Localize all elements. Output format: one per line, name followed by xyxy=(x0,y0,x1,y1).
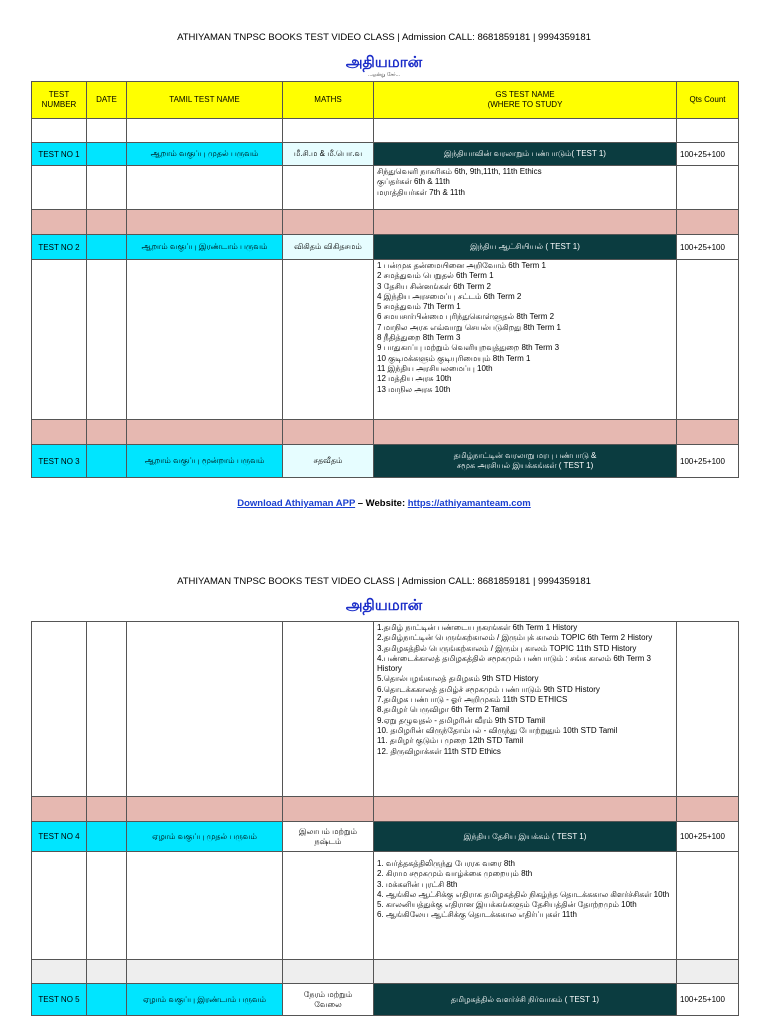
col-gs: GS TEST NAME (WHERE TO STUDY xyxy=(374,82,677,119)
separator-row xyxy=(32,420,739,445)
schedule-table-page-2 xyxy=(31,621,739,1016)
brand-tagline: ...ஒன்று சேர்... xyxy=(368,72,400,78)
footer-links: Download Athiyaman APP – Website: https://athiyamanteam.com xyxy=(237,498,531,509)
topic-list: 1.தமிழ் நாட்டின் பண்டைய நகரங்கள் 6th Term 1 History 2.தமிழ்நாட்டின் பெருங்கற்காலம் / இரும்புக் காலம் TOPIC 6th Term 2 History 3.தமிழகத்தில் பெருங்கற்காலம் / இரும்பு காலம் TOPIC 11th STD History 4.பண்டைக்காலத் தமிழகத்தில் சமூகமும் பண்பாடும் : சங்க காலம் 6th Term 3 History 5.தொல்பழங்காலத் தமிழகம் 9th STD History 6.தொடக்ககாலத் தமிழ்ச் சமூகமும் பண்பாடும் 9th STD History 7.தமிழக பண்பாடு - ஓர் அறிமுகம் 11th STD ETHICS 8.தமிழர் பெருவிழா 6th Term 2 Tamil 9.ஏறு தழுவுதல் - தமிழரின் வீரம் 9th STD Tamil 10. தமிழரின் விருந்தோம்பல் - விருந்து போற்றுதும் 10th STD Tamil 11. தமிழர் குடும்ப முறை 12th STD Tamil 12. திருவிழாக்கள் 11th STD Ethics xyxy=(374,622,677,797)
download-app-link[interactable]: Download Athiyaman APP xyxy=(237,498,356,509)
page-header: ATHIYAMAN TNPSC BOOKS TEST VIDEO CLASS | Admission CALL: 8681859181 | 9994359181 xyxy=(177,32,591,43)
table-header-row xyxy=(32,82,739,119)
qts-count: 100+25+100 xyxy=(677,235,739,260)
topic-list: சிந்துவெளி நாகரிகம் 6th, 9th,11th, 11th Ethics குப்தர்கள் 6th & 11th மராத்தியர்கள் 7th & 11th xyxy=(374,166,677,210)
qts-count: 100+25+100 xyxy=(677,445,739,478)
page-header-2: ATHIYAMAN TNPSC BOOKS TEST VIDEO CLASS | Admission CALL: 8681859181 | 9994359181 xyxy=(177,576,591,587)
spacer-row xyxy=(32,119,739,143)
topics-row-test-1 xyxy=(32,166,739,210)
test-number: TEST NO 2 xyxy=(32,235,87,260)
gs-test-name: இந்தியாவின் வரலாறும் பண்பாடும்( TEST 1) xyxy=(374,143,677,166)
schedule-table-page-1 xyxy=(31,81,739,478)
gs-test-name: இந்திய தேசிய இயக்கம் ( TEST 1) xyxy=(374,822,677,852)
separator-row xyxy=(32,960,739,984)
table-row-test-3 xyxy=(32,445,739,478)
col-tamil: TAMIL TEST NAME xyxy=(127,82,283,119)
col-test-number: TEST NUMBER xyxy=(32,82,87,119)
gs-test-name: இந்திய ஆட்சியியல் ( TEST 1) xyxy=(374,235,677,260)
qts-count: 100+25+100 xyxy=(677,822,739,852)
topics-row-test-4 xyxy=(32,852,739,960)
maths-topic: சதவீதம் xyxy=(283,445,374,478)
col-qts: Qts Count xyxy=(677,82,739,119)
table-row-test-4 xyxy=(32,822,739,852)
separator-row xyxy=(32,210,739,235)
maths-topic: விகிதம் விகிதசமம் xyxy=(283,235,374,260)
table-row-test-2 xyxy=(32,235,739,260)
test-number: TEST NO 5 xyxy=(32,984,87,1016)
table-row-test-1 xyxy=(32,143,739,166)
test-number: TEST NO 1 xyxy=(32,143,87,166)
test-number: TEST NO 3 xyxy=(32,445,87,478)
brand-logo-text: அதியமான் xyxy=(345,53,423,71)
topic-list: 1. வர்த்தகத்திலிருந்து பேரரசு வரை 8th 2. கிராம சமூகமும் வாழ்க்கை முறையும் 8th 3. மக்களின் புரட்சி 8th 4. ஆங்கில ஆட்சிக்கு எதிராக தமிழகத்தில் நிகழ்ந்த தொடக்ககால கிளர்ச்சிகள் 10th 5. காலனியத்துக்கு எதிரான இயக்கங்களும் தேசியத்தின் தோற்றமும் 10th 6. ஆங்கிலேய ஆட்சிக்கு தொடக்ககால எதிர்ப்புகள் 11th xyxy=(374,852,677,960)
maths-topic: இலாபம் மற்றும் நஷ்டம் xyxy=(283,822,374,852)
tamil-test-name: ஆறாம் வகுப்பு இரண்டாம் பருவம் xyxy=(127,235,283,260)
qts-count: 100+25+100 xyxy=(677,984,739,1016)
topics-row-test-3 xyxy=(32,622,739,797)
separator-row xyxy=(32,797,739,822)
gs-test-name: தமிழகத்தில் வளர்ச்சி நிர்வாகம் ( TEST 1) xyxy=(374,984,677,1016)
test-number: TEST NO 4 xyxy=(32,822,87,852)
tamil-test-name: ஆறாம் வகுப்பு மூன்றாம் பருவம் xyxy=(127,445,283,478)
maths-topic: நேரம் மற்றும் வேலை xyxy=(283,984,374,1016)
table-row-test-5 xyxy=(32,984,739,1016)
topics-row-test-2 xyxy=(32,260,739,420)
brand-logo-text-2: அதியமான் xyxy=(345,596,423,614)
col-date: DATE xyxy=(87,82,127,119)
website-link[interactable]: https://athiyamanteam.com xyxy=(407,498,531,509)
qts-count: 100+25+100 xyxy=(677,143,739,166)
gs-test-name: தமிழ்நாட்டின் வரலாறு மரபு பண்பாடு & சமூக அரசியல் இயக்கங்கள் ( TEST 1) xyxy=(374,445,677,478)
topic-list: 1 பன்முக தன்மையினை அறிவோம் 6th Term 1 2 சமத்துவம் பெறுதல் 6th Term 1 3 தேசிய சின்னங்கள் 6th Term 2 4 இந்திய அரசமைப்பு சட்டம் 6th Term 2 5 சமத்துவம் 7th Term 1 6 சமயசார்பின்மை புரிந்துகொள்ளுதல் 8th Term 2 7 மாநில அரசு எவ்வாறு செயல்படுகிறது 8th Term 1 8 நீதித்துறை 8th Term 3 9 பாதுகாப்பு மற்றும் வெளியுறவுத்துறை 8th Term 3 10 குடிமக்களும் குடியுரிமையும் 8th Term 1 11 இந்திய அரசியலமைப்பு 10th 12 மத்திய அரசு 10th 13 மாநில அரசு 10th xyxy=(374,260,677,420)
maths-topic: மீ.சி.ம & மீ.பொ.வ xyxy=(283,143,374,166)
tamil-test-name: ஏழாம் வகுப்பு முதல் பருவம் xyxy=(127,822,283,852)
col-maths: MATHS xyxy=(283,82,374,119)
tamil-test-name: ஆறாம் வகுப்பு முதல் பருவம் xyxy=(127,143,283,166)
tamil-test-name: ஏழாம் வகுப்பு இரண்டாம் பருவம் xyxy=(127,984,283,1016)
